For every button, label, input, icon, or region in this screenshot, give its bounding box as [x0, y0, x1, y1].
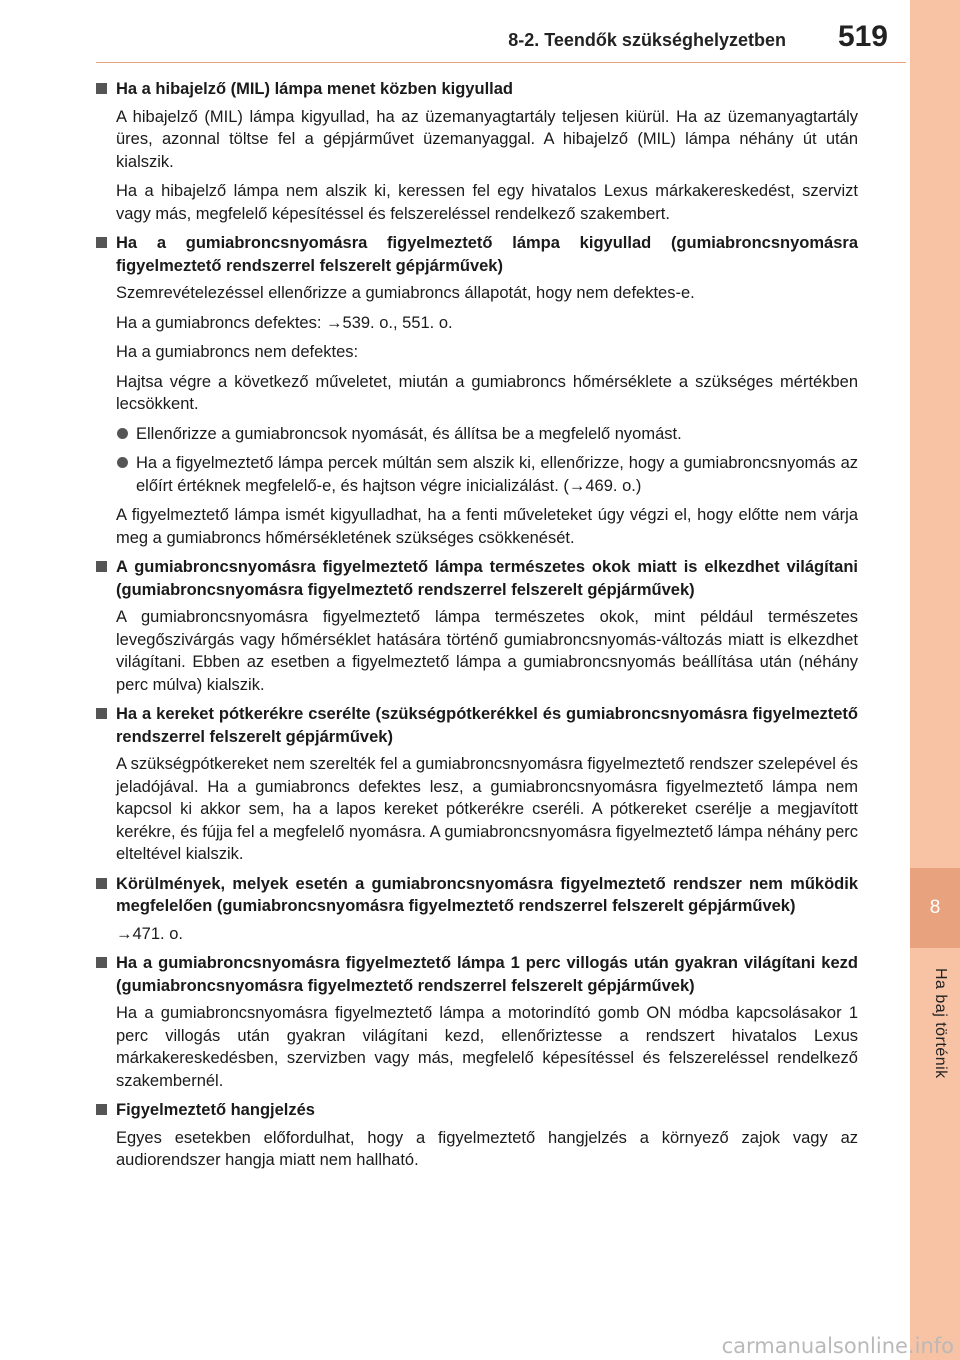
round-bullet-icon	[117, 457, 128, 468]
paragraph: A hibajelző (MIL) lámpa kigyullad, ha az üzemanyagtartály teljesen kiürül. Ha az üzemanyagtartály üres, azonnal töltse fel a gépjárművet üzemanyaggal. A hibajelző (MIL) lámpa néhány út után kialszik.	[116, 107, 858, 171]
section-mil-lamp	[96, 78, 858, 225]
section-heading: Ha a kereket pótkerékre cserélte (szükségpótkerékkel és gumiabroncsnyomásra figyelmeztető rendszerrel felszerelt gépjárművek)	[116, 705, 858, 746]
chapter-title: Ha baj történik	[932, 968, 949, 1079]
section-title: 8-2. Teendők szükséghelyzetben	[508, 30, 786, 50]
section-warning-buzzer	[96, 1099, 858, 1172]
watermark: carmanualsonline.info	[721, 1334, 954, 1358]
section-natural-causes	[96, 556, 858, 696]
section-heading: Figyelmeztető hangjelzés	[116, 1101, 315, 1119]
square-bullet-icon	[96, 237, 107, 248]
section-heading: A gumiabroncsnyomásra figyelmeztető lámpa természetes okok miatt is elkezdhet világítani (gumiabroncsnyomásra figyelmeztető rendszerrel felszerelt gépjárművek)	[116, 558, 858, 599]
page-header	[96, 18, 896, 58]
paragraph: A szükségpótkereket nem szerelték fel a gumiabroncsnyomásra figyelmeztető rendszer szelepével és jeladójával. Ha a gumiabroncs defektes lesz, a gumiabroncsnyomásra figyelmeztető lámpa nem kapcsol ki akkor sem, ha a lapos kereket pótkerékre cseréli. A pótkereket cserélje a megjavított kerékre, és fújja fel a megfelelő nyomásra. A gumiabroncsnyomásra figyelmeztető lámpa néhány perc elteltével kialszik.	[116, 755, 858, 863]
section-heading: Körülmények, melyek esetén a gumiabroncsnyomásra figyelmeztető rendszer nem működik megfelelően (gumiabroncsnyomásra figyelmeztető rendszerrel felszerelt gépjárművek)	[116, 874, 858, 915]
round-bullet-icon	[117, 428, 128, 439]
section-tire-pressure-lamp	[96, 232, 858, 549]
list-item	[96, 423, 858, 446]
square-bullet-icon	[96, 83, 107, 94]
square-bullet-icon	[96, 878, 107, 889]
section-system-malfunction-conditions	[96, 873, 858, 946]
square-bullet-icon	[96, 957, 107, 968]
list-item-text: Ha a figyelmeztető lámpa percek múltán sem alszik ki, ellenőrizze, hogy a gumiabroncsnyomás az előírt értéknek megfelelő-e, és hajtson végre inicializálást. (→469. o.)	[136, 454, 858, 495]
paragraph: Egyes esetekben előfordulhat, hogy a figyelmeztető hangjelzés a környező zajok vagy az audiorendszer hangja miatt nem hallható.	[116, 1128, 858, 1169]
section-blinking-lamp	[96, 952, 858, 1092]
header-divider	[96, 62, 906, 63]
list-item	[96, 452, 858, 497]
page-reference: Ha a gumiabroncs defektes: →539. o., 551. o.	[116, 313, 453, 332]
paragraph: A gumiabroncsnyomásra figyelmeztető lámpa természetes okok, mint például természetes levegőszivárgás vagy hőmérséklet hatására történő gumiabroncsnyomás-változás miatt is elkezdhet világítani. Ebben az esetben a figyelmeztető lámpa a gumiabroncsnyomás beállítása után (néhány perc múlva) kialszik.	[116, 608, 858, 694]
square-bullet-icon	[96, 1104, 107, 1115]
page-content	[96, 78, 858, 1179]
square-bullet-icon	[96, 561, 107, 572]
chapter-number-tab[interactable]	[910, 868, 960, 948]
paragraph: Ha a hibajelző lámpa nem alszik ki, keressen fel egy hivatalos Lexus márkakereskedést, szervizt vagy más, megfelelő képesítéssel és felszereléssel rendelkező szakembert.	[116, 182, 858, 223]
section-spare-tire	[96, 703, 858, 866]
section-heading: Ha a hibajelző (MIL) lámpa menet közben kigyullad	[116, 80, 513, 98]
page-number: 519	[837, 20, 888, 53]
paragraph: Ha a gumiabroncsnyomásra figyelmeztető lámpa a motorindító gomb ON módba kapcsolásakor 1 perc villogás után gyakran világítani kezd, ellenőriztesse a rendszert hivatalos Lexus márkakereskedésben, szervizben vagy más, megfelelő képesítéssel és felszereléssel rendelkező szakembernél.	[116, 1004, 858, 1090]
section-heading: Ha a gumiabroncsnyomásra figyelmeztető lámpa kigyullad (gumiabroncsnyomásra figyelmeztető rendszerrel felszerelt gépjárművek)	[116, 234, 858, 275]
paragraph: A figyelmeztető lámpa ismét kigyulladhat, ha a fenti műveleteket úgy végzi el, hogy előtte nem várja meg a gumiabroncs hőmérsékletének szükséges csökkenését.	[116, 506, 858, 547]
paragraph: Hajtsa végre a következő műveletet, miután a gumiabroncs hőmérséklete a szükséges mértékben lecsökkent.	[116, 372, 858, 413]
square-bullet-icon	[96, 708, 107, 719]
paragraph: Ha a gumiabroncs nem defektes:	[116, 343, 359, 361]
paragraph: Szemrevételezéssel ellenőrizze a gumiabroncs állapotát, hogy nem defektes-e.	[116, 284, 695, 302]
page-reference[interactable]: →471. o.	[116, 924, 183, 943]
chapter-number: 8	[929, 897, 941, 918]
section-heading: Ha a gumiabroncsnyomásra figyelmeztető lámpa 1 perc villogás után gyakran világítani kezd (gumiabroncsnyomásra figyelmeztető rendszerrel felszerelt gépjárművek)	[116, 954, 858, 995]
list-item-text: Ellenőrizze a gumiabroncsok nyomását, és állítsa be a megfelelő nyomást.	[136, 424, 682, 443]
